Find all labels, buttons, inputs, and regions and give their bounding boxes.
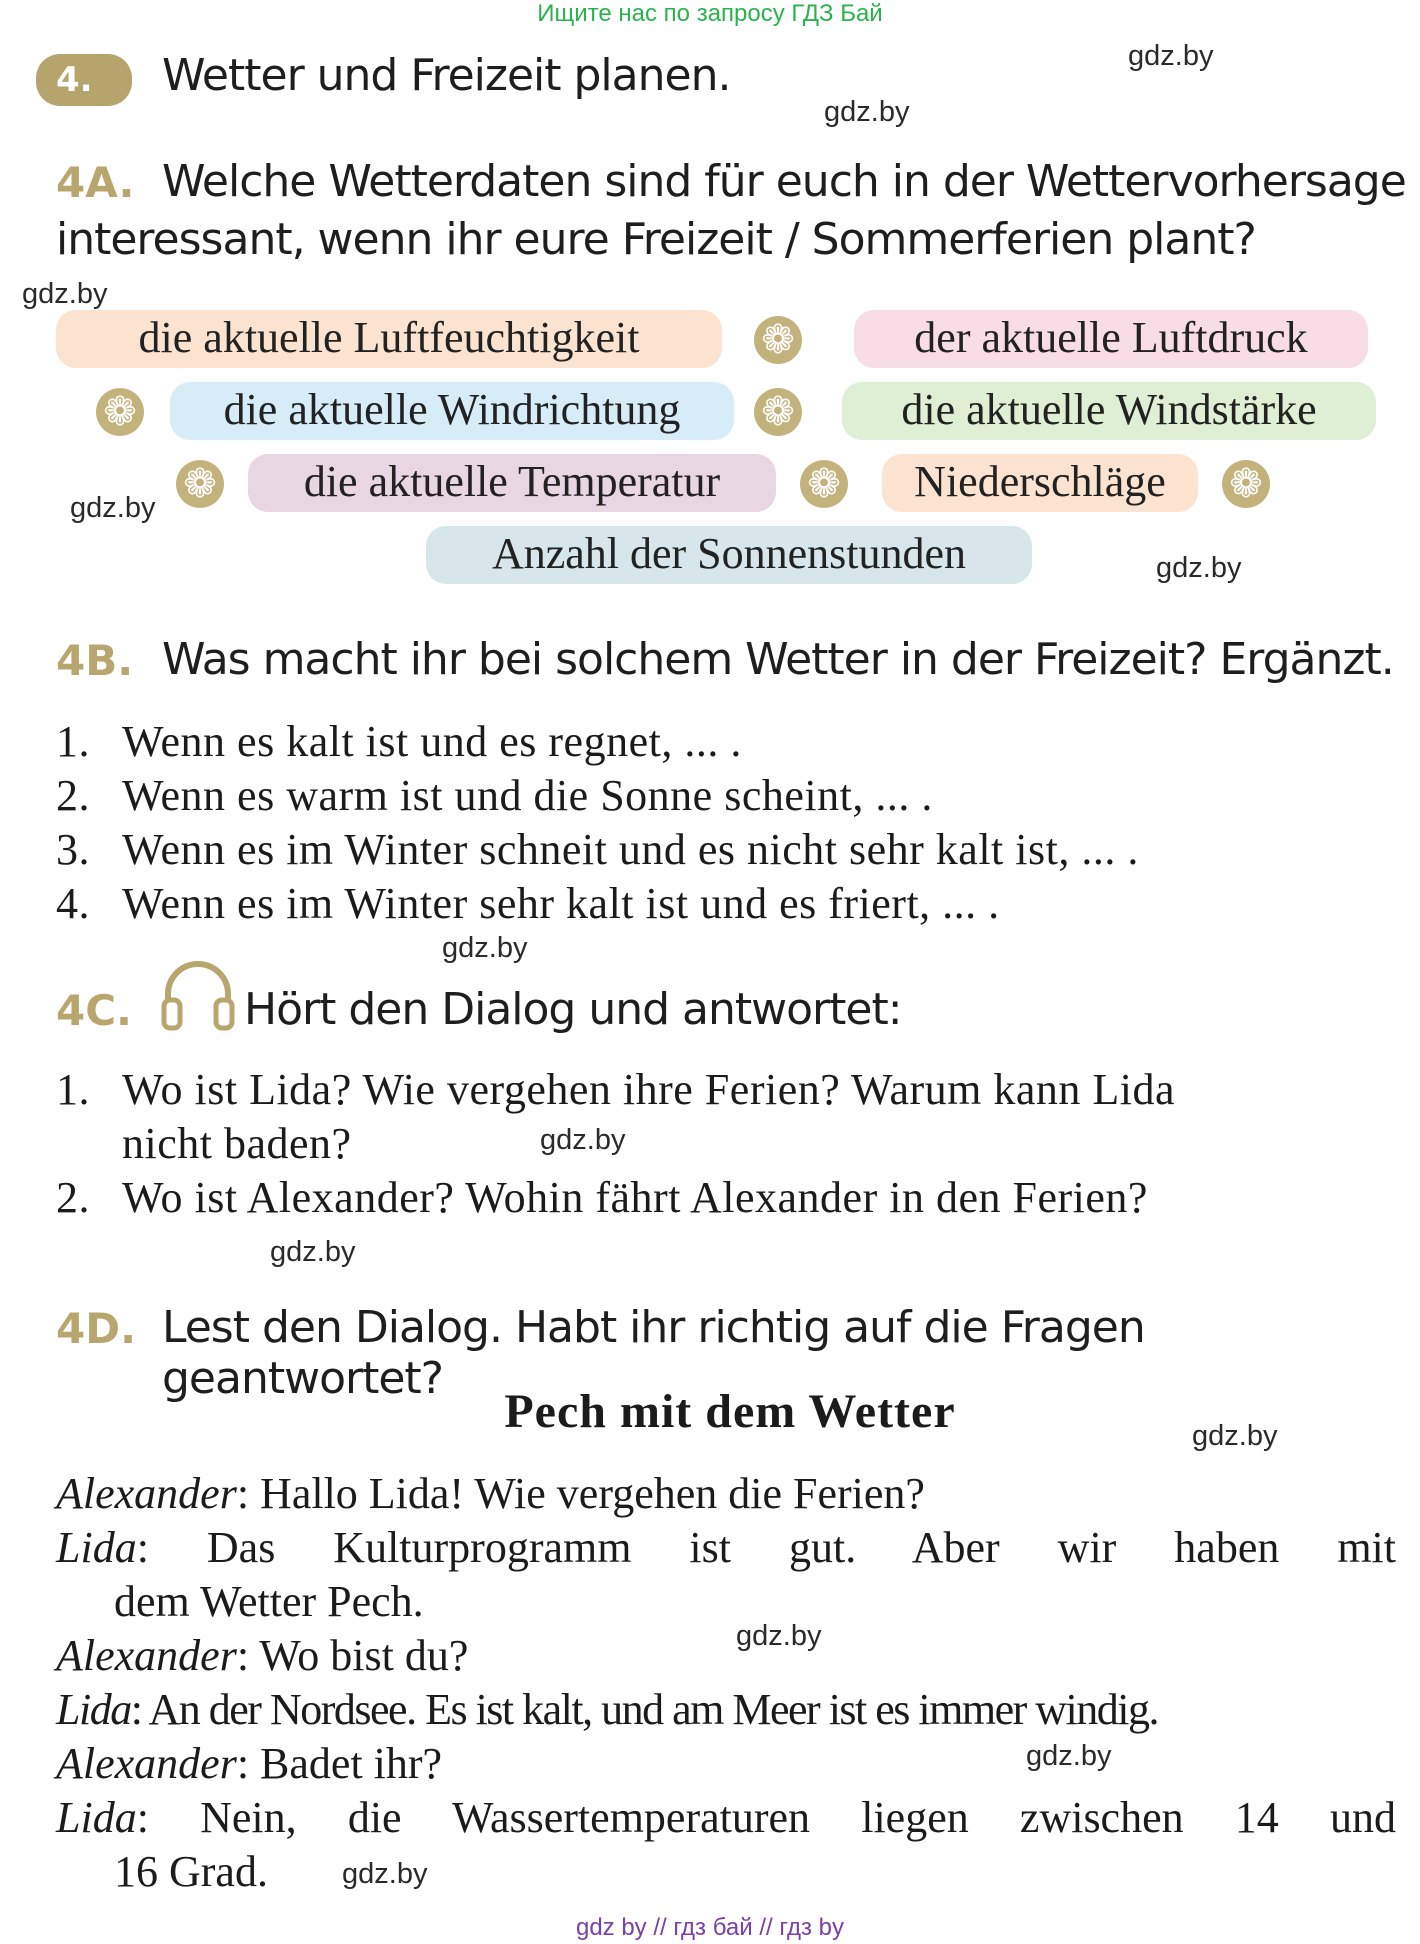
speaker: Alexander — [56, 1469, 237, 1518]
flower-icon: ❁ — [754, 388, 802, 436]
dialog-title: Pech mit dem Wetter — [504, 1385, 956, 1438]
question-4b: Was macht ihr bei solchem Wetter in der Freizeit? Ergänzt. — [162, 634, 1394, 685]
flower-icon: ❁ — [96, 388, 144, 436]
item-number: 3. — [56, 825, 90, 874]
dialog-text: : Wo bist du? — [236, 1631, 469, 1680]
top-banner: Ищите нас по запросу ГДЗ Бай — [537, 0, 883, 27]
watermark: gdz.by — [1026, 1740, 1112, 1772]
option-pill: die aktuelle Temperatur — [248, 454, 776, 512]
watermark: gdz.by — [22, 278, 108, 310]
dialog-line — [56, 1522, 1396, 1573]
dialog-line — [56, 1684, 1158, 1735]
option-pill: die aktuelle Windrichtung — [170, 382, 734, 440]
watermark: gdz.by — [1128, 40, 1214, 72]
flower-icon: ❁ — [1222, 460, 1270, 508]
section-label-4d: 4D. — [56, 1304, 137, 1353]
watermark: gdz.by — [70, 492, 156, 524]
dialog-line — [56, 1468, 925, 1519]
watermark: gdz.by — [1192, 1420, 1278, 1452]
option-pill: die aktuelle Windstärke — [842, 382, 1376, 440]
flower-icon: ❁ — [800, 460, 848, 508]
item-text: Wo ist Alexander? Wohin fährt Alexander in den Ferien? — [122, 1173, 1148, 1222]
option-pill: die aktuelle Luftfeuchtigkeit — [56, 310, 722, 368]
list-item — [56, 878, 1000, 929]
watermark: gdz.by — [342, 1858, 428, 1890]
option-pill: der aktuelle Luftdruck — [854, 310, 1368, 368]
section-label-4b: 4B. — [56, 636, 134, 685]
item-text: Wenn es warm ist und die Sonne scheint, ... . — [122, 771, 933, 820]
item-number: 2. — [56, 771, 90, 820]
option-pill: Niederschläge — [882, 454, 1198, 512]
dialog-line-continued: 16 Grad. — [114, 1847, 268, 1896]
headphones-icon — [160, 958, 236, 1034]
section-label-4c: 4C. — [56, 986, 133, 1035]
speaker: Lida — [56, 1793, 137, 1842]
speaker: Lida — [56, 1523, 137, 1572]
watermark: gdz.by — [824, 96, 910, 128]
item-text: Wenn es kalt ist und es regnet, ... . — [122, 717, 742, 766]
dialog-line-continued: dem Wetter Pech. — [114, 1577, 424, 1626]
item-number: 1. — [56, 1065, 90, 1114]
dialog-text: : Nein, die Wassertemperaturen liegen zwischen 14 und — [136, 1793, 1396, 1842]
item-number: 2. — [56, 1173, 90, 1222]
watermark: gdz.by — [1156, 552, 1242, 584]
list-item — [56, 770, 933, 821]
task-number-badge: 4. — [36, 54, 132, 106]
question-4a-line1: Welche Wetterdaten sind für euch in der Wettervorhersage — [162, 156, 1406, 207]
item-text: Wenn es im Winter sehr kalt ist und es friert, ... . — [122, 879, 1000, 928]
watermark: gdz.by — [736, 1620, 822, 1652]
item-text-continued: nicht baden? — [122, 1119, 352, 1168]
bottom-banner: gdz by // гдз бай // гдз by — [575, 1914, 845, 1941]
dialog-line — [56, 1738, 442, 1789]
speaker: Lida — [56, 1685, 131, 1734]
flower-icon: ❁ — [176, 460, 224, 508]
item-number: 4. — [56, 879, 90, 928]
dialog-text: : An der Nordsee. Es ist kalt, und am Meer ist es immer windig. — [130, 1685, 1159, 1734]
speaker: Alexander — [56, 1631, 237, 1680]
section-label-4a: 4A. — [56, 158, 135, 207]
question-4a-line2: interessant, wenn ihr eure Freizeit / Sommerferien plant? — [56, 214, 1256, 265]
item-text: Wenn es im Winter schneit und es nicht sehr kalt ist, ... . — [122, 825, 1139, 874]
speaker: Alexander — [56, 1739, 237, 1788]
list-item — [56, 1064, 1400, 1115]
dialog-line — [56, 1792, 1396, 1843]
list-item — [56, 824, 1139, 875]
flower-icon: ❁ — [754, 316, 802, 364]
list-item — [56, 716, 742, 767]
item-text: Wo ist Lida? Wie vergehen ihre Ferien? Warum kann Lida — [122, 1065, 1176, 1114]
task-title: Wetter und Freizeit planen. — [162, 50, 731, 101]
list-item — [56, 1172, 1148, 1223]
option-pill: Anzahl der Sonnenstunden — [426, 526, 1032, 584]
dialog-text: : Badet ihr? — [236, 1739, 443, 1788]
question-4d: Lest den Dialog. Habt ihr richtig auf die Fragen geantwortet? — [162, 1302, 1145, 1404]
watermark: gdz.by — [442, 932, 528, 964]
dialog-line — [56, 1630, 468, 1681]
dialog-text: : Das Kulturprogramm ist gut. Aber wir haben mit — [136, 1523, 1396, 1572]
watermark: gdz.by — [270, 1236, 356, 1268]
question-4c: Hört den Dialog und antwortet: — [244, 984, 902, 1035]
dialog-text: : Hallo Lida! Wie vergehen die Ferien? — [236, 1469, 925, 1518]
item-number: 1. — [56, 717, 90, 766]
watermark: gdz.by — [540, 1124, 626, 1156]
